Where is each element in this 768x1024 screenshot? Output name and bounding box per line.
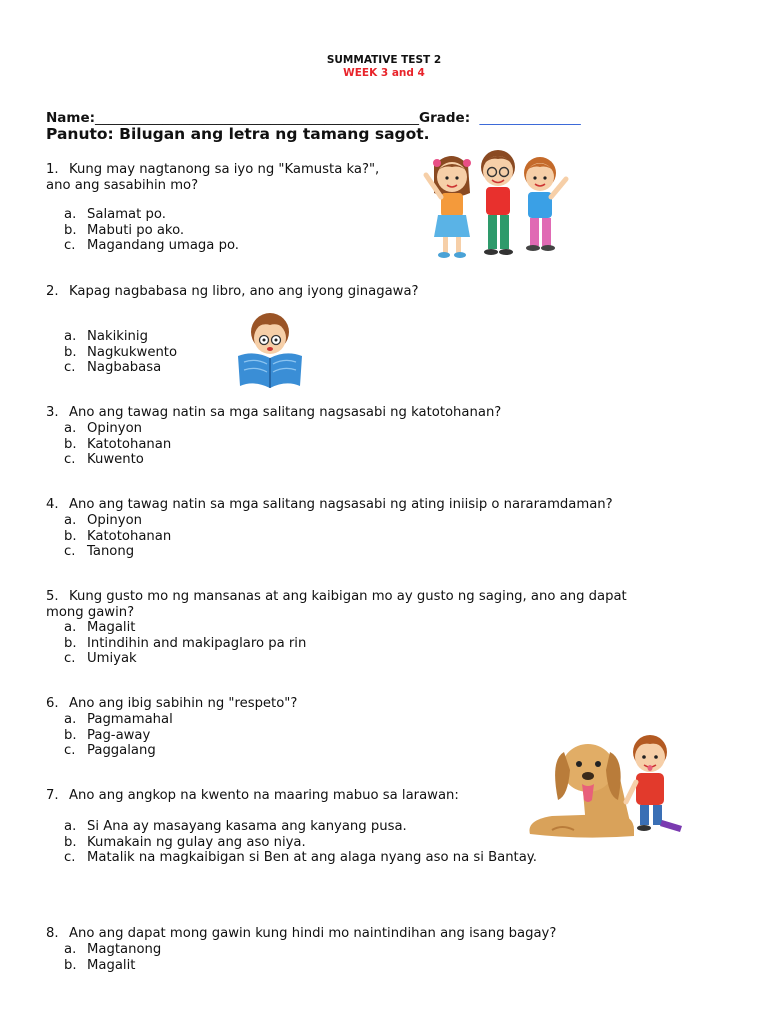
option-a[interactable] xyxy=(64,421,171,437)
name-grade-line xyxy=(46,110,581,126)
option-letter: a. xyxy=(64,329,77,344)
option-letter: a. xyxy=(64,207,77,222)
option-letter: b. xyxy=(64,957,77,973)
instructions: Panuto: Bilugan ang letra ng tamang sagot. xyxy=(46,125,430,143)
option-b[interactable] xyxy=(64,958,161,974)
test-week-subtitle: WEEK 3 and 4 xyxy=(343,67,425,79)
boy-with-dog-icon xyxy=(522,730,702,842)
option-letter: a. xyxy=(64,620,77,635)
grade-label: Grade: xyxy=(419,110,471,126)
question-number: 4. xyxy=(46,497,59,512)
option-c[interactable] xyxy=(64,651,306,667)
option-text: Opinyon xyxy=(87,421,143,436)
option-text: Nagbabasa xyxy=(87,360,162,375)
option-a[interactable] xyxy=(64,942,161,958)
option-text: Mabuti po ako. xyxy=(87,222,185,238)
name-label: Name: xyxy=(46,110,96,126)
question-text: Ano ang angkop na kwento na maaring mabuo sa larawan: xyxy=(69,788,459,803)
question-text: Kung may nagtanong sa iyo ng "Kamusta ka?", xyxy=(69,162,380,177)
option-letter: a. xyxy=(64,513,77,528)
question-2 xyxy=(46,284,419,300)
option-text: Katotohanan xyxy=(87,528,172,544)
option-c[interactable] xyxy=(64,452,171,468)
name-blank[interactable]: ________________________________________________ xyxy=(95,110,420,126)
question-2-options xyxy=(64,329,177,376)
option-letter: c. xyxy=(64,544,76,559)
option-b[interactable] xyxy=(64,636,306,652)
question-7 xyxy=(46,788,459,804)
option-a[interactable] xyxy=(64,819,537,835)
option-b[interactable] xyxy=(64,835,537,851)
option-letter: c. xyxy=(64,743,76,758)
option-b[interactable] xyxy=(64,437,171,453)
question-number: 3. xyxy=(46,405,59,420)
grade-blank[interactable]: _______________ xyxy=(479,110,581,126)
option-letter: c. xyxy=(64,850,76,865)
option-letter: c. xyxy=(64,360,76,375)
option-text: Magalit xyxy=(87,957,136,973)
question-number: 7. xyxy=(46,788,59,803)
option-text: Umiyak xyxy=(87,651,137,666)
option-text: Pagmamahal xyxy=(87,712,173,727)
option-a[interactable] xyxy=(64,620,306,636)
option-b[interactable] xyxy=(64,529,171,545)
option-text: Opinyon xyxy=(87,513,143,528)
option-letter: b. xyxy=(64,436,77,452)
option-text: Magalit xyxy=(87,620,136,635)
option-letter: a. xyxy=(64,942,77,957)
option-c[interactable] xyxy=(64,238,239,254)
option-letter: a. xyxy=(64,421,77,436)
option-a[interactable] xyxy=(64,207,239,223)
boy-reading-book-icon xyxy=(234,310,306,390)
question-number: 1. xyxy=(46,162,59,177)
option-c[interactable] xyxy=(64,544,171,560)
option-letter: c. xyxy=(64,238,76,253)
test-title: SUMMATIVE TEST 2 xyxy=(326,54,442,66)
question-number: 2. xyxy=(46,284,59,299)
option-text: Pag-away xyxy=(87,727,151,743)
option-letter: a. xyxy=(64,819,77,834)
question-number: 6. xyxy=(46,696,59,711)
option-b[interactable] xyxy=(64,728,173,744)
option-letter: b. xyxy=(64,528,77,544)
question-8-options xyxy=(64,942,161,973)
option-c[interactable] xyxy=(64,743,173,759)
question-1 xyxy=(46,162,379,193)
question-8 xyxy=(46,926,556,942)
option-b[interactable] xyxy=(64,223,239,239)
question-5 xyxy=(46,589,627,620)
question-number: 8. xyxy=(46,926,59,941)
option-b[interactable] xyxy=(64,345,177,361)
question-7-options xyxy=(64,819,537,866)
option-text: Kuwento xyxy=(87,452,144,467)
option-a[interactable] xyxy=(64,329,177,345)
option-c[interactable] xyxy=(64,850,537,866)
option-text: Magtanong xyxy=(87,942,162,957)
question-4-options xyxy=(64,513,171,560)
question-text: Ano ang tawag natin sa mga salitang nagsasabi ng katotohanan? xyxy=(69,405,502,420)
option-text: Intindihin and makipaglaro pa rin xyxy=(87,635,307,651)
option-a[interactable] xyxy=(64,513,171,529)
question-5-options xyxy=(64,620,306,667)
option-text: Kumakain ng gulay ang aso niya. xyxy=(87,834,306,850)
question-text: Ano ang tawag natin sa mga salitang nagsasabi ng ating iniisip o nararamdaman? xyxy=(69,497,613,512)
option-text: Salamat po. xyxy=(87,207,166,222)
option-text: Paggalang xyxy=(87,743,156,758)
option-letter: b. xyxy=(64,635,77,651)
question-3 xyxy=(46,405,501,421)
option-text: Nagkukwento xyxy=(87,344,178,360)
question-text: Ano ang ibig sabihin ng "respeto"? xyxy=(69,696,298,711)
question-text: ano ang sasabihin mo? xyxy=(46,177,199,193)
option-text: Matalik na magkaibigan si Ben at ang alaga nyang aso na si Bantay. xyxy=(87,850,537,865)
option-a[interactable] xyxy=(64,712,173,728)
question-text: Kung gusto mo ng mansanas at ang kaibigan mo ay gusto ng saging, ano ang dapat xyxy=(69,589,627,604)
question-number: 5. xyxy=(46,589,59,604)
option-text: Nakikinig xyxy=(87,329,148,344)
option-letter: b. xyxy=(64,344,77,360)
option-letter: b. xyxy=(64,222,77,238)
option-letter: c. xyxy=(64,452,76,467)
question-6 xyxy=(46,696,297,712)
question-1-options xyxy=(64,207,239,254)
option-text: Magandang umaga po. xyxy=(87,238,239,253)
option-text: Si Ana ay masayang kasama ang kanyang pusa. xyxy=(87,819,407,834)
question-4 xyxy=(46,497,613,513)
option-letter: a. xyxy=(64,712,77,727)
question-text: Ano ang dapat mong gawin kung hindi mo naintindihan ang isang bagay? xyxy=(69,926,557,941)
option-c[interactable] xyxy=(64,360,177,376)
three-children-waving-icon xyxy=(420,145,575,263)
option-text: Katotohanan xyxy=(87,436,172,452)
option-text: Tanong xyxy=(87,544,135,559)
question-6-options xyxy=(64,712,173,759)
option-letter: c. xyxy=(64,651,76,666)
question-text: mong gawin? xyxy=(46,604,135,620)
question-3-options xyxy=(64,421,171,468)
option-letter: b. xyxy=(64,834,77,850)
question-text: Kapag nagbabasa ng libro, ano ang iyong ginagawa? xyxy=(69,284,419,299)
option-letter: b. xyxy=(64,727,77,743)
